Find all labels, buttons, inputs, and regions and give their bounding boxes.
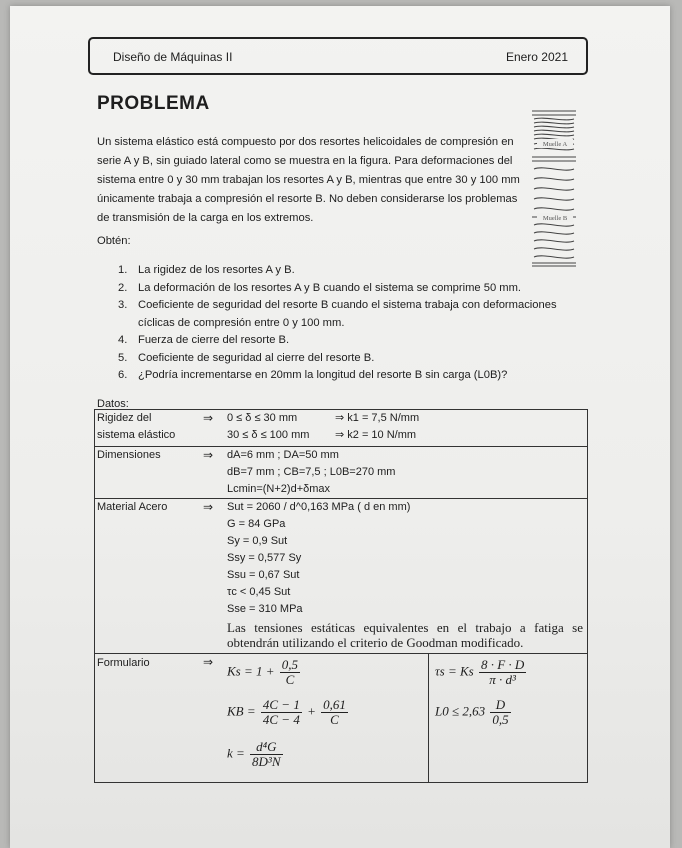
page-title: PROBLEMA (97, 93, 210, 114)
exam-date: Enero 2021 (505, 50, 568, 64)
formula-ks: Ks = 1 + $\frac{0,5}{C}$ (227, 657, 299, 687)
list-item: 1. La rigidez de los resortes A y B. (118, 264, 295, 276)
table-cell-material: Material Acero ⇒ Sut = 2060 / d^0,163 MPa ( d en mm) G = 84 GPa Sy = 0,9 Sut Ssy = 0,577 Sy Ssu = 0,67 Sut τc < 0,45 Sut Sse = 310 MPa Las tensiones estáticas equivalentes en el trabajo a fatiga se obtendrán utilizando el criterio de Goodman modificado. (95, 499, 588, 654)
formula-tau: τs = Ks $\frac{8 \cdot F \cdot D}{\text{π · d³}}$ (435, 657, 525, 687)
task-list (118, 262, 588, 385)
data-table (94, 409, 588, 783)
spring-figure (524, 107, 584, 269)
formula-l0: L0 ≤ 2,63 $\frac{D}{0,5}$ (435, 697, 509, 727)
course-name: Diseño de Máquinas II (113, 50, 233, 64)
spring-b-label: Muelle B (542, 215, 568, 222)
list-item: 5. Coeficiente de seguridad al cierre del resorte B. (118, 351, 375, 364)
list-item: 3. Coeficiente de seguridad del resorte B cuando el sistema trabaja con deformaciones cíclicas de compresión entre 0 y 100 mm. (118, 299, 557, 329)
datos-label: Datos: (97, 398, 129, 410)
list-item: 4. Fuerza de cierre del resorte B. (118, 334, 290, 346)
table-cell-rigidez: Rigidez del ⇒ 0 ≤ δ ≤ 30 mm ⇒ k1 = 7,5 N/mm sistema elástico 30 ≤ δ ≤ 100 mm ⇒ k2 = 10 N/mm (95, 410, 588, 447)
table-row (95, 499, 588, 654)
goodman-note: Las tensiones estáticas equivalentes en el trabajo a fatiga se obtendrán utilizando el criterio de Goodman modificado. (227, 620, 583, 650)
table-cell-formulario: Formulario ⇒ Ks = 1 + $\frac{0,5}{C}$ τs = Ks $\frac{8 \cdot F \cdot D}{\text{π · d³}}$ KB = $\frac{4C - 1}{4C - 4}$ + $\frac{0,61}{C}$ L0 ≤ 2,63 $\frac{D}{0,5}$ k = $\frac{\text{d⁴G}}{\text{8D³N}}$ (95, 654, 588, 783)
table-row (95, 410, 588, 447)
list-item: 2. La deformación de los resortes A y B cuando el sistema se comprime 50 mm. (118, 281, 522, 294)
spring-a-label: Muelle A (542, 141, 568, 148)
formula-k: k = $\frac{\text{d⁴G}}{\text{8D³N}}$ (227, 739, 281, 769)
table-cell-dimensiones: Dimensiones ⇒ dA=6 mm ; DA=50 mm dB=7 mm ; CB=7,5 ; L0B=270 mm Lcmin=(N+2)d+δmax (95, 447, 588, 499)
table-row (95, 447, 588, 499)
problem-statement: Un sistema elástico está compuesto por dos resortes helicoidales de compresión en serie A y B, sin guiado lateral como se muestra en la figura. Para deformaciones del sistema entre 0 y 30 mm trabajan los resortes A y B, mientras que entre 30 y 100 mm únicamente trabaja a compresión el resorte B. No deben considerarse los problemas de transmisión de la carga en los extremos. (97, 136, 520, 224)
obten-label: Obtén: (97, 235, 131, 247)
formula-kb: KB = $\frac{4C - 1}{4C - 4}$ + $\frac{0,61}{C}$ (227, 697, 346, 727)
list-item: 6. ¿Podría incrementarse en 20mm la longitud del resorte B sin carga (L0B)? (118, 369, 508, 381)
header-box (88, 37, 588, 75)
table-row (95, 654, 588, 783)
